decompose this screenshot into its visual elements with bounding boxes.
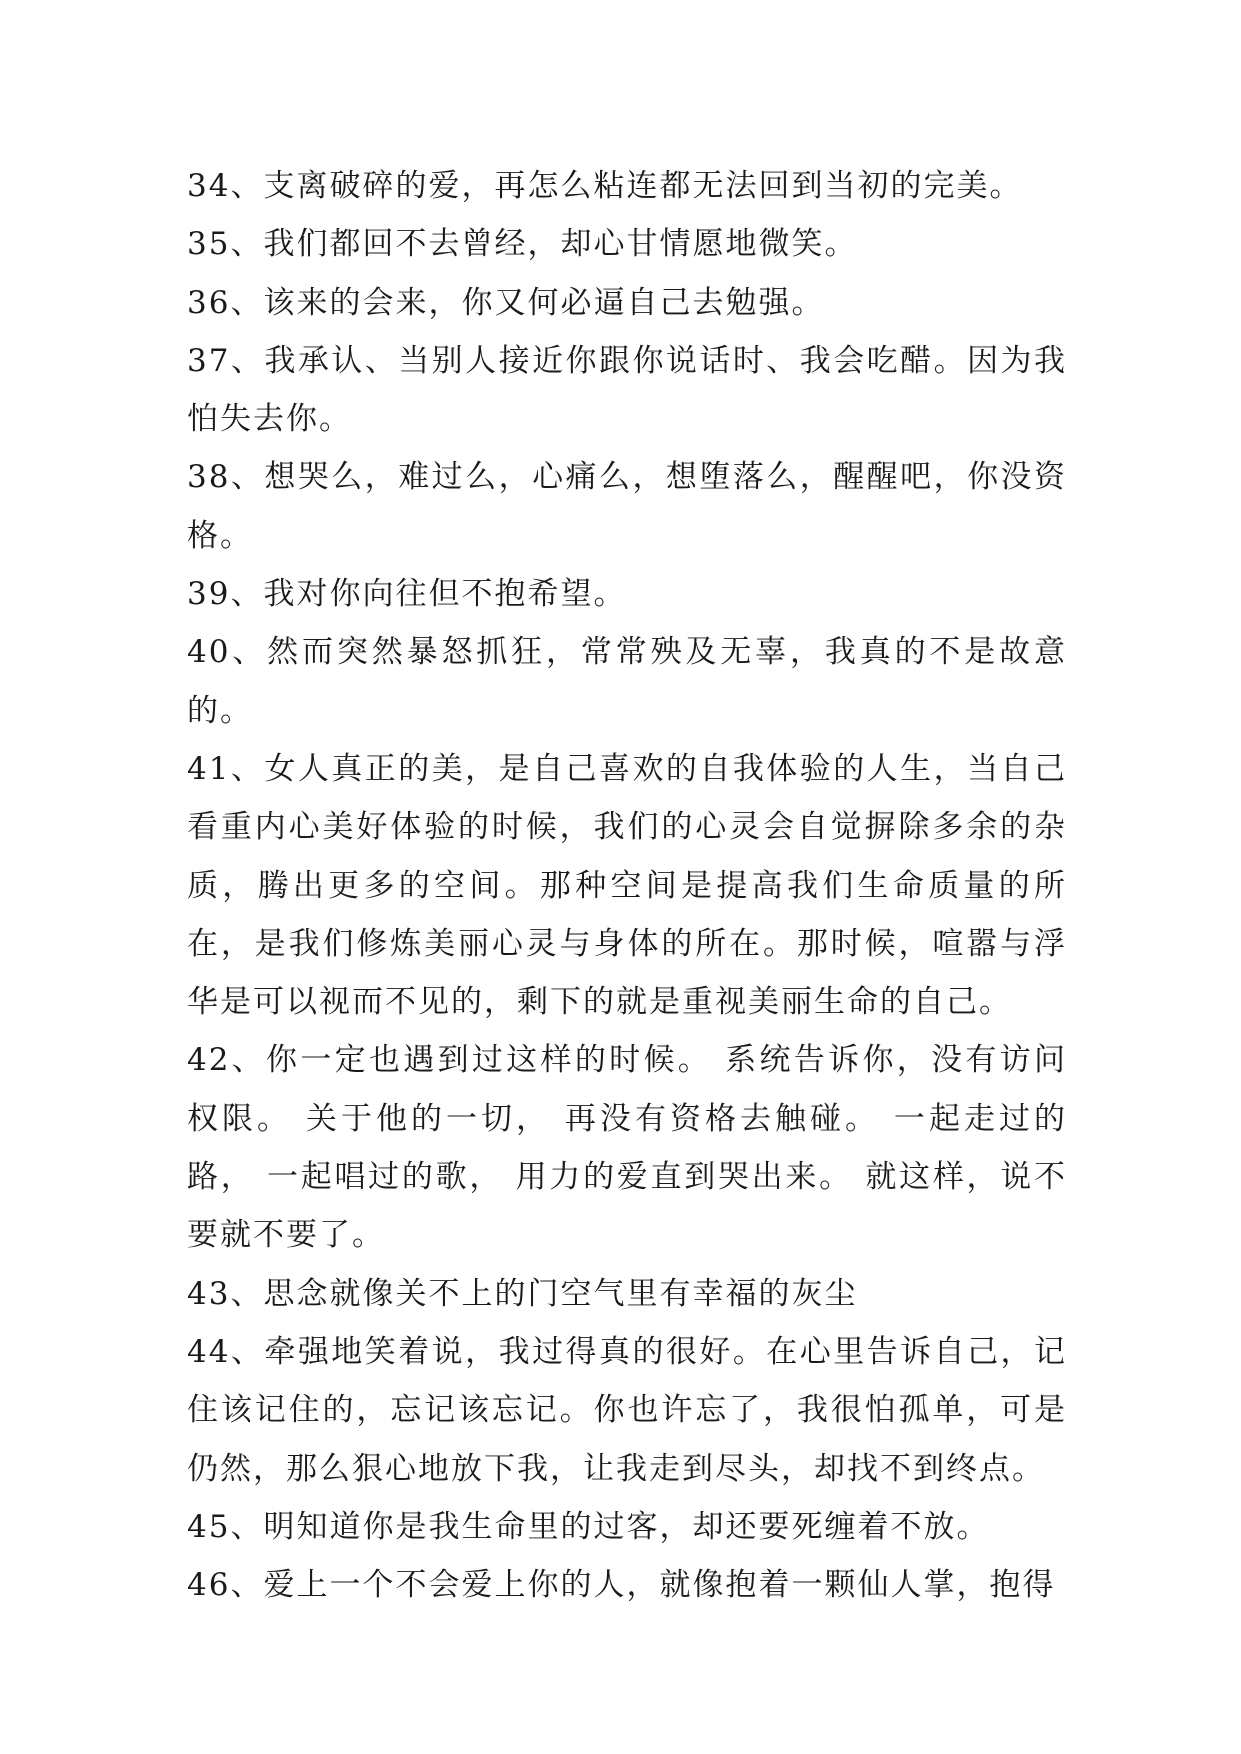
list-item: 44、牵强地笑着说，我过得真的很好。在心里告诉自己，记住该记住的，忘记该忘记。你也许忘了，我很怕孤单，可是仍然，那么狠心地放下我，让我走到尽头，却找不到终点。 <box>187 1333 1067 1487</box>
list-item: 35、我们都回不去曾经，却心甘情愿地微笑。 <box>187 226 858 263</box>
list-item: 39、我对你向往但不抱希望。 <box>187 576 627 613</box>
list-item: 40、然而突然暴怒抓狂，常常殃及无辜，我真的不是故意的。 <box>187 634 1067 729</box>
document-body <box>187 157 1067 1614</box>
list-item: 37、我承认、当别人接近你跟你说话时、我会吃醋。因为我怕失去你。 <box>187 342 1067 438</box>
list-item: 41、女人真正的美，是自己喜欢的自我体验的人生，当自己看重内心美好体验的时候，我们的心灵会自觉摒除多余的杂质，腾出更多的空间。那种空间是提高我们生命质量的所在，是我们修炼美丽心灵与身体的所在。那时候，喧嚣与浮华是可以视而不见的，剩下的就是重视美丽生命的自己。 <box>187 750 1067 1021</box>
list-item: 36、该来的会来，你又何必逼自己去勉强。 <box>187 284 825 321</box>
list-item: 46、爱上一个不会爱上你的人，就像抱着一颗仙人掌，抱得 <box>187 1567 1056 1604</box>
list-item: 45、明知道你是我生命里的过客，却还要死缠着不放。 <box>187 1508 990 1545</box>
list-item: 42、你一定也遇到过这样的时候。 系统告诉你，没有访问权限。 关于他的一切， 再没有资格去触碰。 一起走过的路， 一起唱过的歌， 用力的爱直到哭出来。 就这样，说不要就不要了。 <box>187 1042 1067 1254</box>
list-item: 43、思念就像关不上的门空气里有幸福的灰尘 <box>187 1275 858 1312</box>
list-item: 34、支离破碎的爱，再怎么粘连都无法回到当初的完美。 <box>187 168 1023 204</box>
list-item: 38、想哭么，难过么，心痛么，想堕落么，醒醒吧，你没资格。 <box>187 459 1067 554</box>
